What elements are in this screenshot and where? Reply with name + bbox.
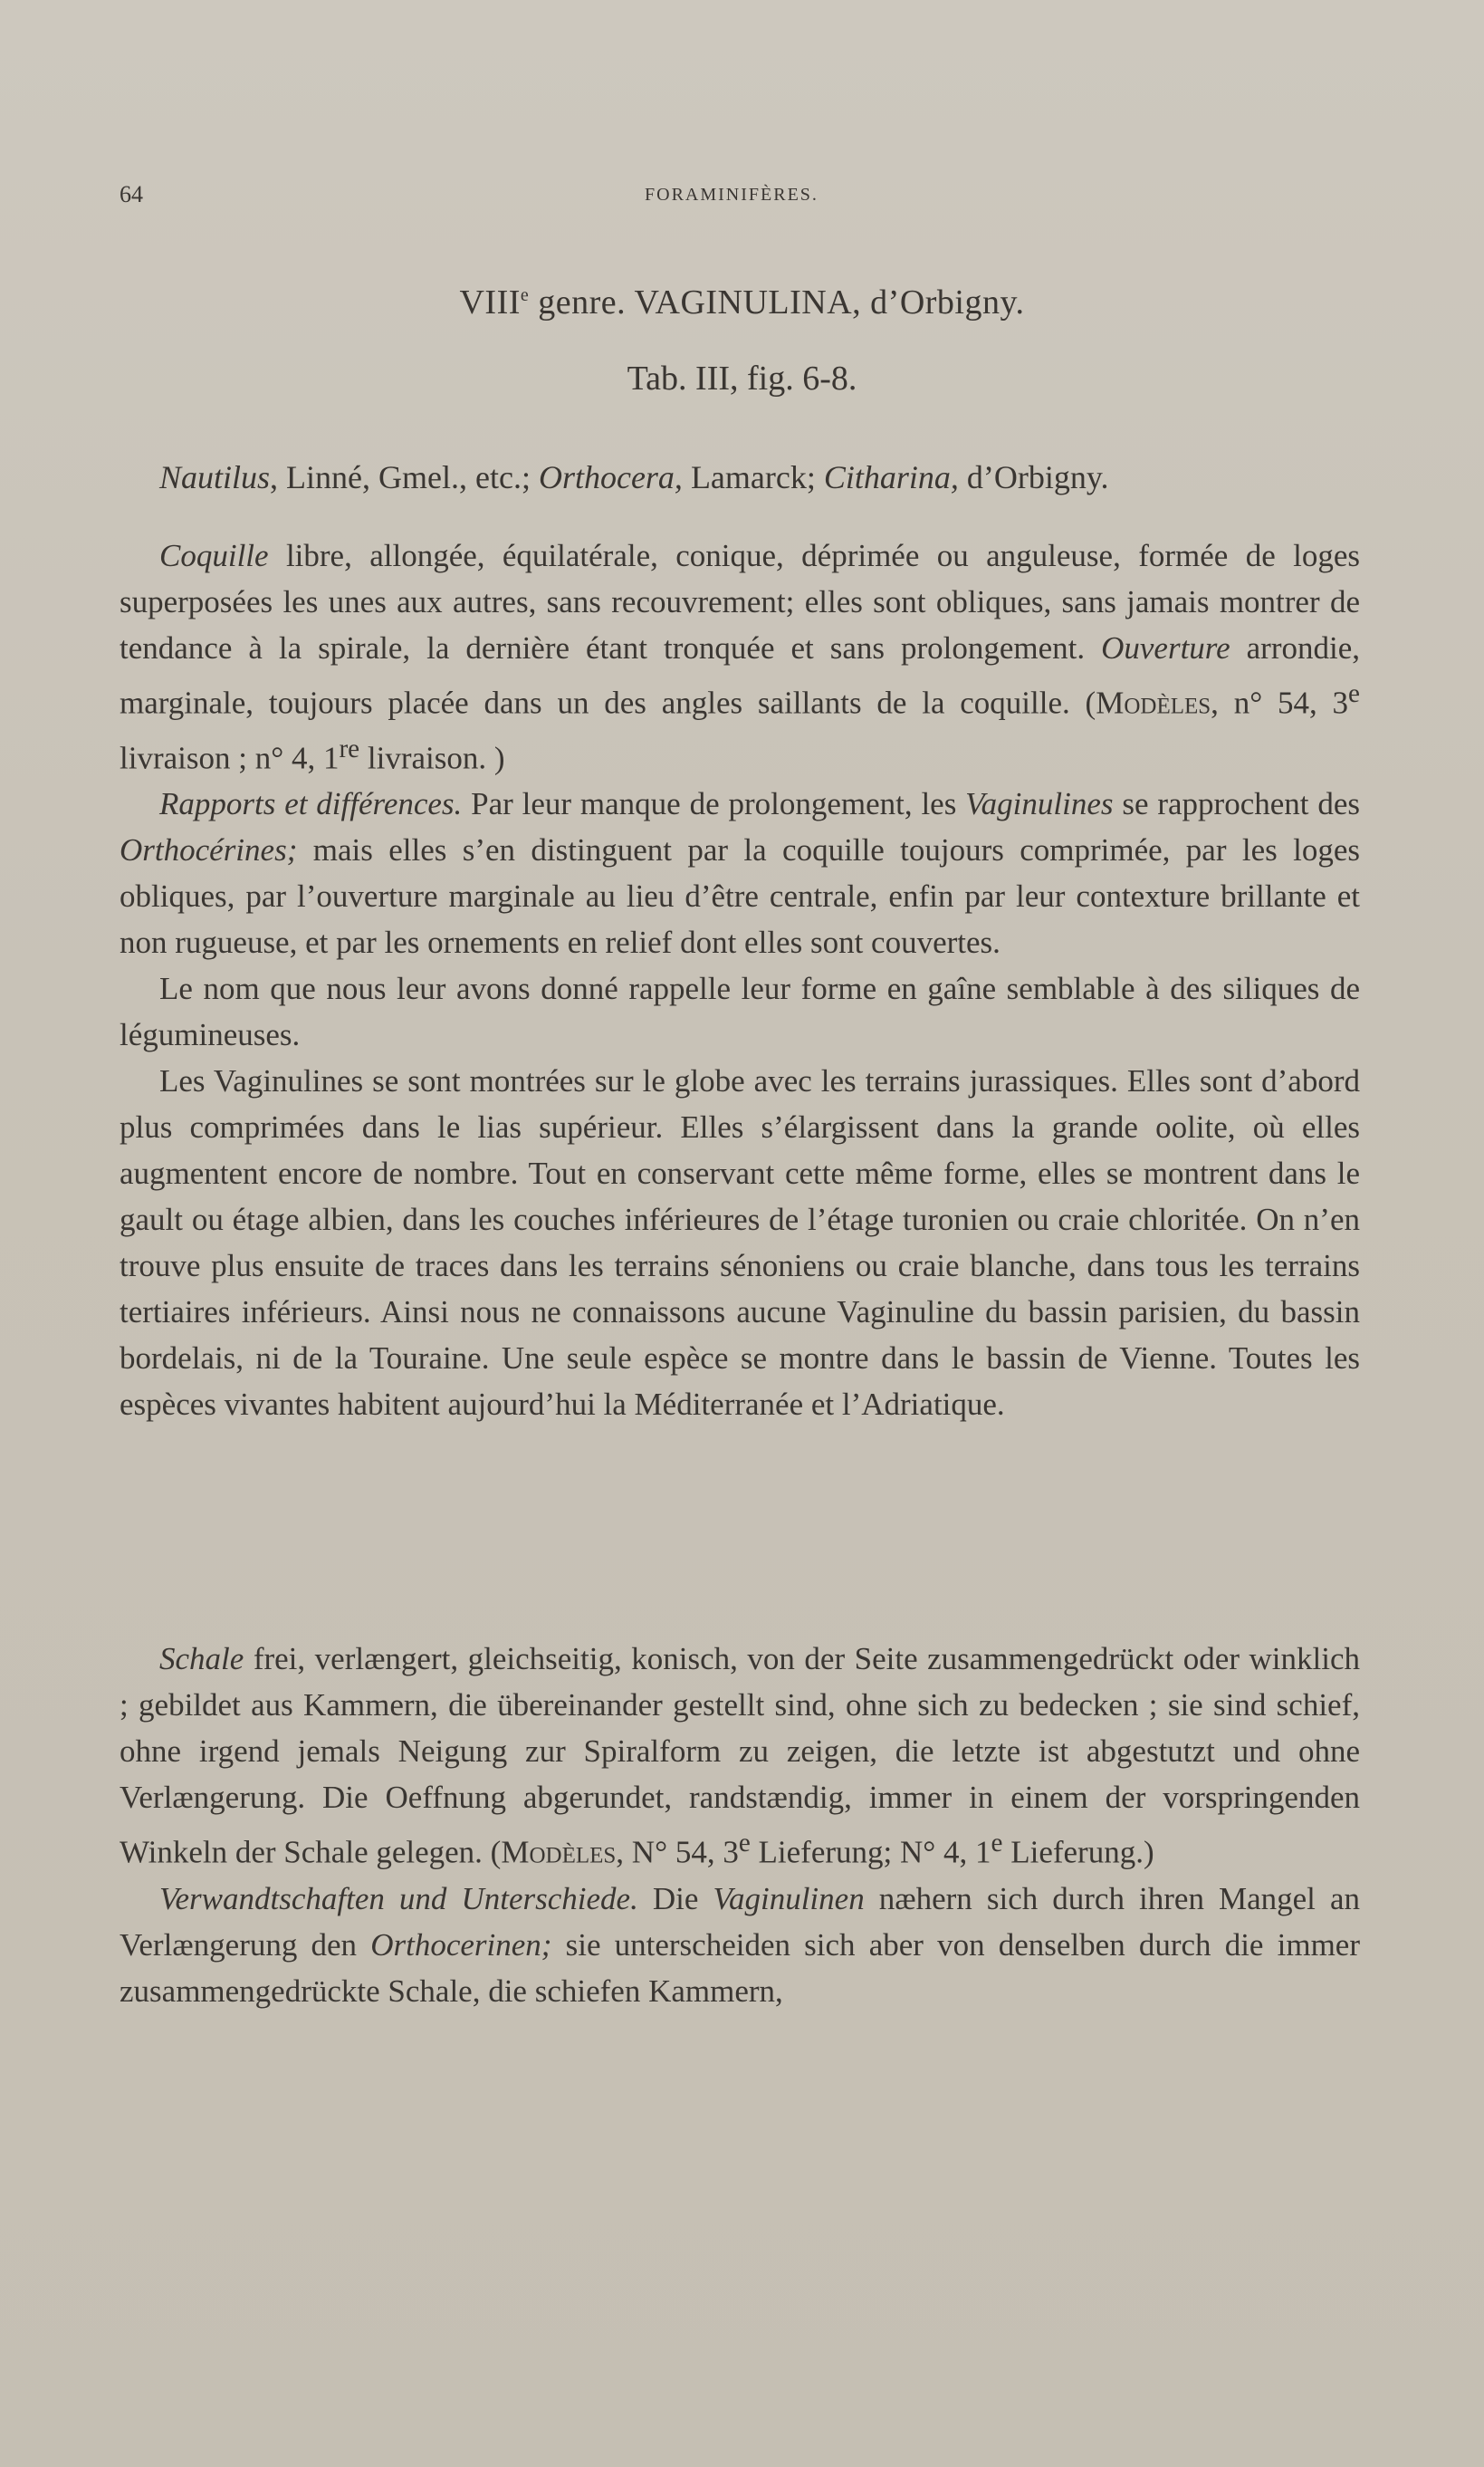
paragraph-text: Lieferung; N° 4, 1 <box>750 1834 991 1870</box>
paragraph-text: se rapprochent des <box>1113 786 1360 822</box>
superscript: e <box>738 1829 751 1857</box>
german-description <box>120 1636 1360 2014</box>
synonym-citharina: Citharina, <box>823 459 959 495</box>
lead-schale: Schale <box>159 1641 244 1676</box>
genus-ordinal-suffix: e <box>520 285 530 305</box>
superscript: e <box>991 1829 1003 1857</box>
paragraph-coquille <box>120 533 1360 781</box>
paragraph-text: libre, allongée, équilatérale, conique, déprimée ou anguleuse, formée de loges superposées les unes aux autres, sans recouvrement; elles sont obliques, sans jamais montrer de tendance à la spirale, la dernière étant tronquée et sans prolongement. <box>120 538 1360 666</box>
paragraph-rapports <box>120 781 1360 965</box>
paragraph-text: arrondie, marginale, toujours placée dans un des angles saillants de la coquille. ( <box>120 630 1360 721</box>
paragraph-text: mais elles s’en distinguent par la coquille toujours comprimée, par les loges obliques, par l’ouverture marginale au lieu d’être centrale, enfin par leur contexture brillante et non rugueuse, et par les ornements en relief dont elles sont couvertes. <box>120 832 1360 961</box>
paragraph-text: Die <box>637 1880 713 1916</box>
synonym-authors-2: Lamarck; <box>682 459 824 495</box>
paragraph-text: Par leur manque de prolongement, les <box>462 786 966 822</box>
synonym-orthocera: Orthocera, <box>538 459 683 495</box>
paragraph-text: livraison ; n° 4, 1 <box>120 740 340 776</box>
paragraph-text: , n° 54, 3 <box>1211 685 1349 721</box>
paragraph-text: frei, verlængert, gleichseitig, konisch, von der Seite zusammengedrückt oder winklich ; gebildet aus Kammern, die übereinander gestellt sind, ohne sich zu bedecken ; sie sind schief, ohne irgend jemals Neigung zur Spiralform zu zeigen, die letzte ist abgestutzt und ohne Verlængerung. Die Oeffnung abgerundet, randstændig, immer in einem der vorspringenden Winkeln der Schale gelegen. ( <box>120 1641 1360 1870</box>
italic-term: Vaginulinen <box>713 1880 865 1916</box>
italic-term: Orthocérines; <box>120 832 298 869</box>
small-caps-modeles: Modèles <box>501 1834 617 1870</box>
paragraph-distribution: Les Vaginulines se sont montrées sur le globe avec les terrains jurassiques. Elles sont d’abord plus comprimées dans le lias supérieur. Elles s’élargissent dans la grande oolite, où elles augmentent encore de nombre. Tout en conservant cette même forme, elles se montrent dans le gault ou étage albien, dans les couches inférieures de l’étage turonien ou craie chloritée. On n’en trouve plus ensuite de traces dans les terrains sénoniens ou craie blanche, dans tous les terrains tertiaires inférieurs. Ainsi nous ne connaissons aucune Vaginuline du bassin parisien, du bassin bordelais, ni de la Touraine. Une seule espèce se montre dans le bassin de Vienne. Toutes les espèces vivantes habitent aujourd’hui la Méditerranée et l’Adriatique. <box>120 1063 1360 1423</box>
running-title: FORAMINIFÈRES. <box>645 185 819 205</box>
synonymy-line <box>159 458 1364 496</box>
small-caps-modeles: Modèles <box>1096 685 1211 721</box>
superscript: e <box>1348 679 1360 708</box>
page-number: 64 <box>120 181 143 207</box>
italic-term: Vaginulines <box>965 786 1114 822</box>
paragraph-text: næhern sich durch ihren Mangel an Verlængerung den <box>120 1880 1360 1963</box>
genus-ordinal: VIII <box>459 283 521 322</box>
synonym-nautilus: Nautilus <box>159 459 271 495</box>
paragraph-nom: Le nom que nous leur avons donné rappelle leur forme en gaîne semblable à des siliques de légumineuses. <box>120 971 1360 1053</box>
paragraph-verwandtschaften <box>120 1876 1360 2014</box>
running-head <box>120 181 1369 217</box>
lead-coquille: Coquille <box>159 538 269 573</box>
superscript: re <box>339 734 360 763</box>
lead-ouverture: Ouverture <box>1101 630 1230 666</box>
paragraph-text: Lieferung.) <box>1002 1834 1154 1870</box>
paragraph-text: sie unterscheiden sich aber von denselben durch die immer zusammengedrückte Schale, die schiefen Kammern, <box>120 1926 1360 2009</box>
french-description <box>120 533 1360 1427</box>
paragraph-text: , N° 54, 3 <box>616 1834 739 1870</box>
genus-title <box>0 283 1484 322</box>
synonym-authors-3: d’Orbigny. <box>958 459 1109 495</box>
italic-term: Orthocerinen; <box>370 1926 552 1963</box>
synonym-authors-1: , Linné, Gmel., etc.; <box>270 459 539 495</box>
lead-rapports: Rapports et différences. <box>159 786 463 822</box>
paragraph-schale <box>120 1636 1360 1876</box>
plate-reference: Tab. III, fig. 6-8. <box>627 360 857 398</box>
lead-verwandtschaften: Verwandtschaften und Unterschiede. <box>159 1880 638 1916</box>
paragraph-text: livraison. ) <box>359 740 505 776</box>
genus-name: genre. VAGINULINA, d’Orbigny. <box>529 283 1025 322</box>
